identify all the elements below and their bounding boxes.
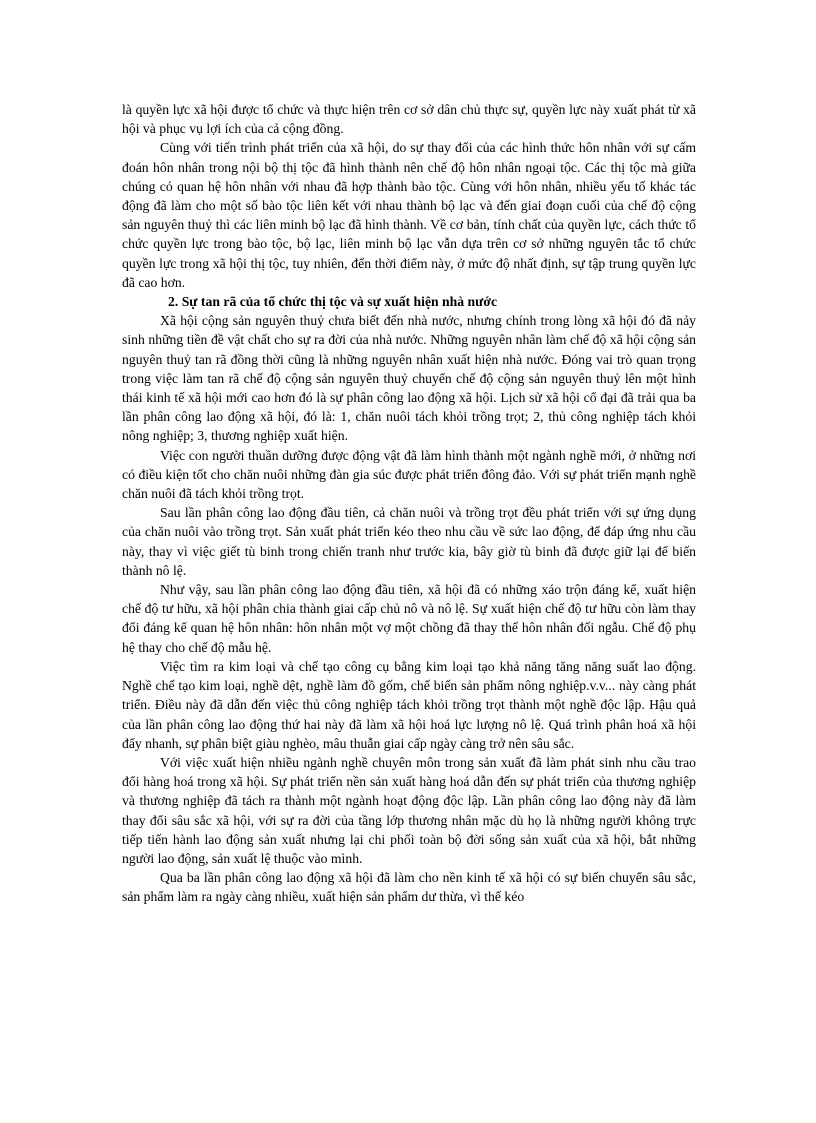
- paragraph-first-division: Sau lần phân công lao động đầu tiên, cả chăn nuôi và trồng trọt đều phát triển với sự ứng dụng của chăn nuôi vào trồng trọt. Sản xuất phát triển kéo theo nhu cầu về sức lao động, để đáp ứng nhu cầu này, thay vì việc giết tù binh trong chiến tranh như trước kia, bây giờ tù binh đã được giữ lại để biến thành nô lệ.: [122, 505, 696, 578]
- document-page: [122, 100, 696, 907]
- paragraph-state-origins: Xã hội cộng sản nguyên thuỷ chưa biết đến nhà nước, nhưng chính trong lòng xã hội đó đã nảy sinh những tiền đề vật chất cho sự ra đời của nhà nước. Những nguyên nhân làm chế độ xã hội cộng sản nguyên thuỷ tan rã đồng thời cũng là những nguyên nhân xuất hiện nhà nước. Đóng vai trò quan trọng trong việc làm tan rã chế độ cộng sản nguyên thuỷ chuyển chế độ cộng sản nguyên thuỷ lên một hình thái kinh tế xã hội mới cao hơn đó là sự phân công lao động xã hội. Lịch sử xã hội cổ đại đã trải qua ba lần phân công lao động xã hội, đó là: 1, chăn nuôi tách khỏi trồng trọt; 2, thủ công nghiệp tách khỏi nông nghiệp; 3, thương nghiệp xuất hiện.: [122, 313, 696, 444]
- paragraph-continued: là quyền lực xã hội được tổ chức và thực hiện trên cơ sở dân chủ thực sự, quyền lực này xuất phát từ xã hội và phục vụ lợi ích của cả cộng đồng.: [122, 102, 696, 137]
- paragraph-three-divisions: Qua ba lần phân công lao động xã hội đã làm cho nền kinh tế xã hội có sự biến chuyển sâu sắc, sản phẩm làm ra ngày càng nhiều, xuất hiện sản phẩm dư thừa, vì thế kéo: [122, 870, 696, 905]
- paragraph-commerce: Với việc xuất hiện nhiều ngành nghề chuyên môn trong sản xuất đã làm phát sinh nhu cầu trao đổi hàng hoá trong xã hội. Sự phát triển nền sản xuất hàng hoá dẫn đến sự phát triển của thương nghiệp và thương nghiệp đã tách ra thành một ngành hoạt động độc lập. Lần phân công lao động này đã làm thay đổi sâu sắc xã hội, với sự ra đời của tầng lớp thương nhân mặc dù họ là những người không trực tiếp tiến hành lao động sản xuất nhưng lại chi phối toàn bộ đời sống sản xuất của xã hội, bắt những người lao động, sản xuất lệ thuộc vào mình.: [122, 754, 696, 866]
- section-heading: 2. Sự tan rã của tổ chức thị tộc và sự xuất hiện nhà nước: [168, 294, 498, 310]
- paragraph-tribal-organization: Cùng với tiến trình phát triển của xã hội, do sự thay đổi của các hình thức hôn nhân với sự cấm đoán hôn nhân trong nội bộ thị tộc đã hình thành nên chế độ hôn nhân ngoại tộc. Các thị tộc mà giữa chúng có quan hệ hôn nhân với nhau đã hợp thành bào tộc. Cùng với hôn nhân, nhiều yếu tố khác tác động đã làm cho một số bào tộc liên kết với nhau thành bộ lạc và đến giai đoạn cuối của chế độ cộng sản nguyên thuỷ thì các liên minh bộ lạc đã hình thành. Về cơ bản, tính chất của quyền lực, cách thức tổ chức quyền lực trong bào tộc, bộ lạc, liên minh bộ lạc vẫn dựa trên cơ sở những nguyên tắc tổ chức quyền lực trong xã hội thị tộc, tuy nhiên, đến thời điểm này, ở mức độ nhất định, sự tập trung quyền lực đã cao hơn.: [122, 140, 696, 290]
- paragraph-metal-tools: Việc tìm ra kim loại và chế tạo công cụ bằng kim loại tạo khả năng tăng năng suất lao động. Nghề chế tạo kim loại, nghề dệt, nghề làm đồ gốm, chế biến sản phẩm nông nghiệp.v.v... này càng phát triển. Điều này đã dẫn đến việc thủ công nghiệp tách khỏi trồng trọt thành một nghề độc lập. Hậu quả của lần phân công lao động thứ hai này đã làm xã hội hoá lực lượng nô lệ. Quá trình phân hoá xã hội đẩy nhanh, sự phân biệt giàu nghèo, mâu thuẫn giai cấp ngày càng trở nên sâu sắc.: [122, 658, 696, 751]
- paragraph-animal-husbandry: Việc con người thuần dưỡng được động vật đã làm hình thành một ngành nghề mới, ở những nơi có điều kiện tốt cho chăn nuôi những đàn gia súc được phát triển đông đảo. Với sự phát triển mạnh nghề chăn nuôi đã tách khỏi trồng trọt.: [122, 447, 696, 502]
- paragraph-private-property: Như vậy, sau lần phân công lao động đầu tiên, xã hội đã có những xáo trộn đáng kể, xuất hiện chế độ tư hữu, xã hội phân chia thành giai cấp chủ nô và nô lệ. Sự xuất hiện chế độ tư hữu còn làm thay đổi đáng kể quan hệ hôn nhân: hôn nhân một vợ một chồng đã thay thế hôn nhân đối ngẫu. Chế độ phụ hệ thay cho chế độ mẫu hệ.: [122, 582, 696, 655]
